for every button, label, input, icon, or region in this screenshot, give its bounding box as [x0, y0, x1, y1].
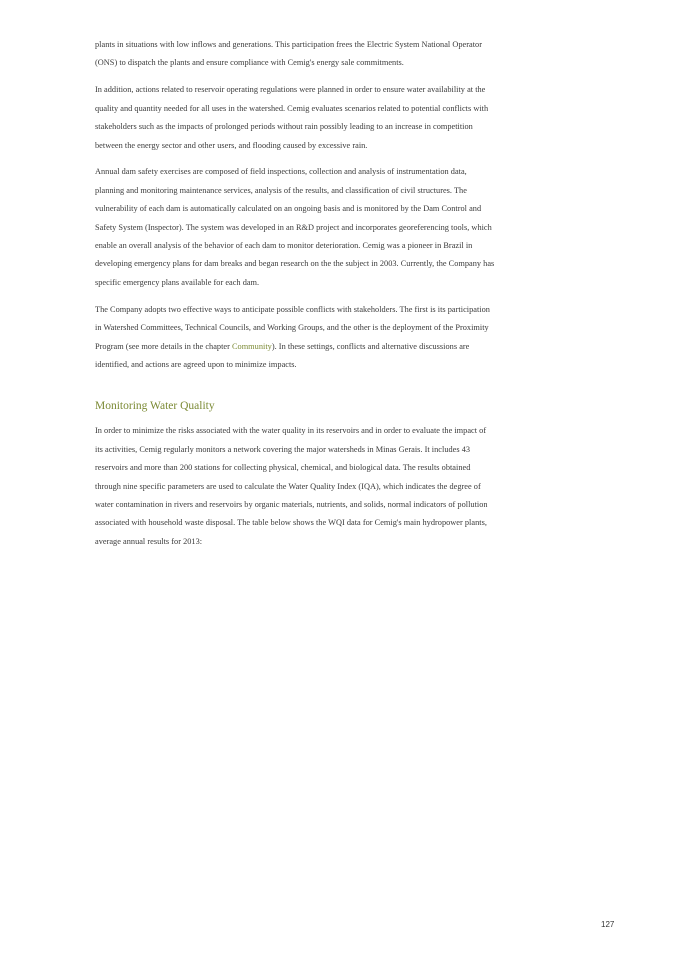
paragraph-text-before-link: The Company adopts two effective ways to anticipate possible conflicts with stakeholders. The first is its participation in Watershed Committees, Technical Councils, and Working Groups, and the other is the deployment of the Proximity Program (see more details in the chapter — [95, 304, 490, 351]
paragraph-operations: plants in situations with low inflows and generations. This participation frees the Electric System National Operator (ONS) to dispatch the plants and ensure compliance with Cemig's energy sale commitments. — [95, 40, 482, 68]
paragraph-reservoir-regulations: In addition, actions related to reservoir operating regulations were planned in order to ensure water availability at the quality and quantity needed for all uses in the watershed. Cemig evaluates scenarios related to potential conflicts with stakeholders such as the impacts of prolonged periods without rain possibly leading to an increase in competition between the energy sector and other users, and flooding caused by excessive rain. — [95, 85, 489, 150]
page-number: 127 — [601, 920, 615, 929]
page-content — [95, 36, 495, 560]
section-heading-water-quality: Monitoring Water Quality — [95, 400, 215, 413]
paragraph-water-quality: In order to minimize the risks associated with the water quality in its reservoirs and in order to evaluate the impact of its activities, Cemig regularly monitors a network covering the major watersheds in Minas Gerais. It includes 43 reservoirs and more than 200 stations for collecting physical, chemical, and biological data. The results obtained through nine specific parameters are used to calculate the Water Quality Index (IQA), which indicates the degree of water contamination in rivers and reservoirs by organic materials, nutrients, and solids, normal indicators of pollution associated with household waste disposal. The table below shows the WQI data for Cemig's main hydropower plants, average annual results for 2013: — [95, 426, 488, 546]
paragraph-stakeholder-conflicts — [95, 301, 495, 375]
community-link[interactable]: Community — [231, 341, 272, 351]
paragraph-text-after-link: ). In these settings, conflicts and alternative discussions are identified, and actions are agreed upon to minimize impacts. — [95, 341, 470, 369]
paragraph-dam-safety: Annual dam safety exercises are composed of field inspections, collection and analysis of instrumentation data, planning and monitoring maintenance services, analysis of the results, and classification of civil structures. The vulnerability of each dam is automatically calculated on an ongoing basis and is monitored by the Dam Control and Safety System (Inspector). The system was developed in an R&D project and incorporates georeferencing tools, which enable an overall analysis of the behavior of each dam to monitor deterioration. Cemig was a pioneer in Brazil in developing emergency plans for dam breaks and began research on the the subject in 2003. Currently, the Company has specific emergency plans available for each dam. — [95, 167, 495, 287]
